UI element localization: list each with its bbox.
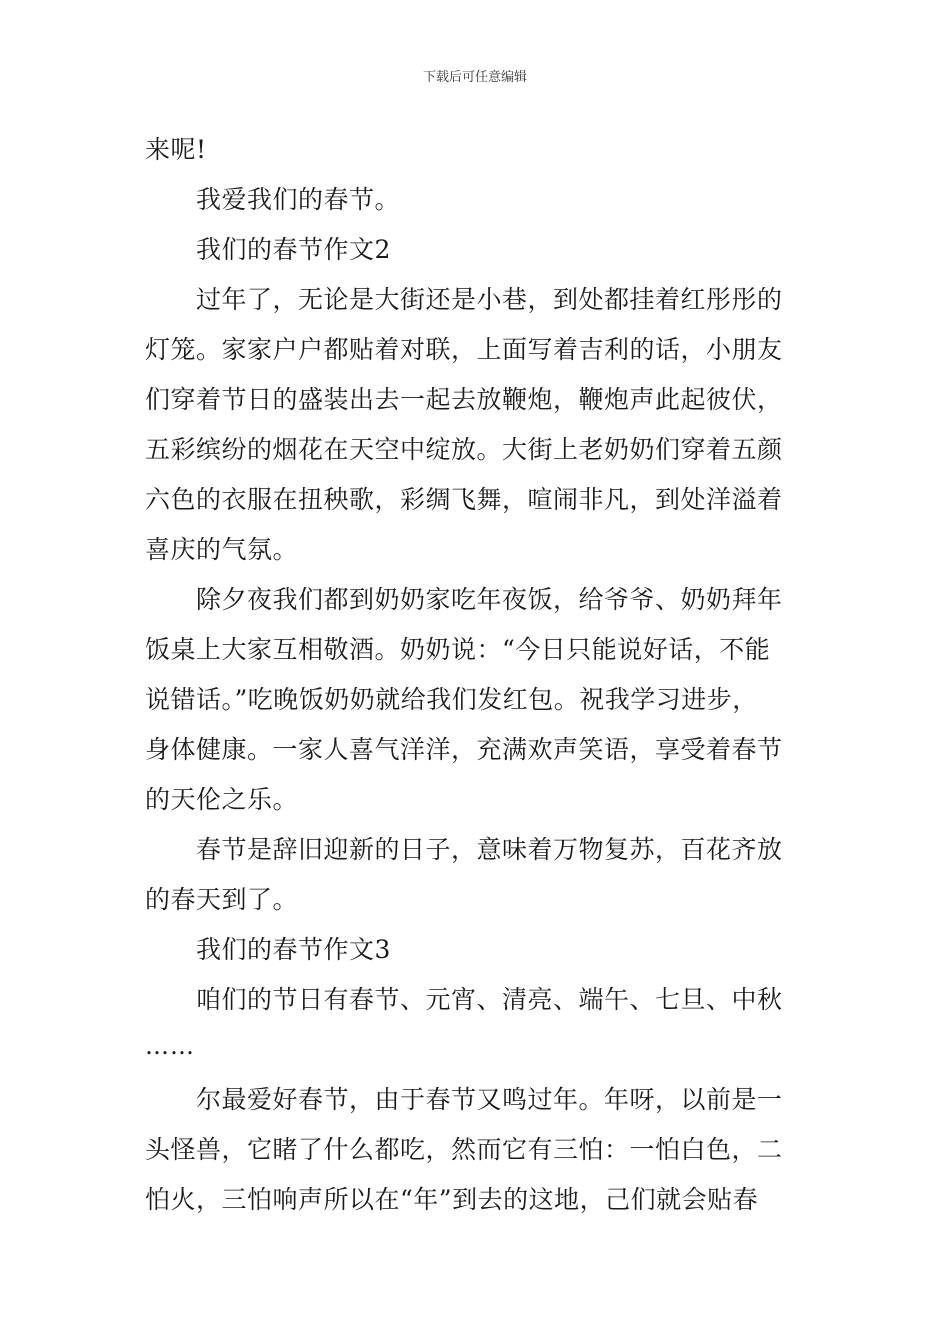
text-line: 头怪兽，它睹了什么都吃，然而它有三怕：一怕白色，二 bbox=[145, 1135, 783, 1164]
text-line: 除夕夜我们都到奶奶家吃年夜饭，给爷爷、奶奶拜年 bbox=[196, 585, 783, 614]
text-line: 我爱我们的春节。 bbox=[196, 185, 401, 214]
text-line: …… bbox=[145, 1032, 195, 1060]
text-line: 说错话。”吃晚饭奶奶就给我们发红包。祝我学习进步， bbox=[145, 685, 758, 714]
text-line: 六色的衣服在扭秧歌，彩绸飞舞，喧闹非凡，到处洋溢着 bbox=[145, 485, 783, 514]
text-line: 咱们的节日有春节、元宵、清亮、端午、七旦、中秋 bbox=[196, 985, 783, 1014]
section-heading: 我们的春节作文3 bbox=[196, 935, 391, 964]
text-line: 五彩缤纷的烟花在天空中绽放。大街上老奶奶们穿着五颜 bbox=[145, 435, 783, 464]
text-line: 来呢! bbox=[145, 135, 207, 164]
text-line: 春节是辞旧迎新的日子，意味着万物复苏，百花齐放 bbox=[196, 835, 783, 864]
text-line: 怕火，三怕响声所以在“年”到去的这地，己们就会贴春 bbox=[145, 1185, 759, 1214]
text-line: 的天伦之乐。 bbox=[145, 785, 299, 814]
page-header: 下载后可任意编辑 bbox=[422, 70, 527, 85]
text-line: 的春天到了。 bbox=[145, 885, 299, 914]
text-line: 过年了，无论是大街还是小巷，到处都挂着红彤彤的 bbox=[196, 285, 783, 314]
text-line: 灯笼。家家户户都贴着对联，上面写着吉利的话，小朋友 bbox=[145, 335, 783, 364]
text-line: 身体健康。一家人喜气洋洋，充满欢声笑语，享受着春节 bbox=[145, 735, 783, 764]
text-line: 们穿着节日的盛装出去一起去放鞭炮，鞭炮声此起彼伏， bbox=[145, 385, 783, 414]
section-heading: 我们的春节作文2 bbox=[196, 235, 391, 264]
text-line: 饭桌上大家互相敬酒。奶奶说：“今日只能说好话，不能 bbox=[145, 635, 771, 664]
text-line: 喜庆的气氛。 bbox=[145, 535, 299, 564]
text-line: 尔最爱好春节，由于春节又鸣过年。年呀，以前是一 bbox=[196, 1085, 783, 1114]
